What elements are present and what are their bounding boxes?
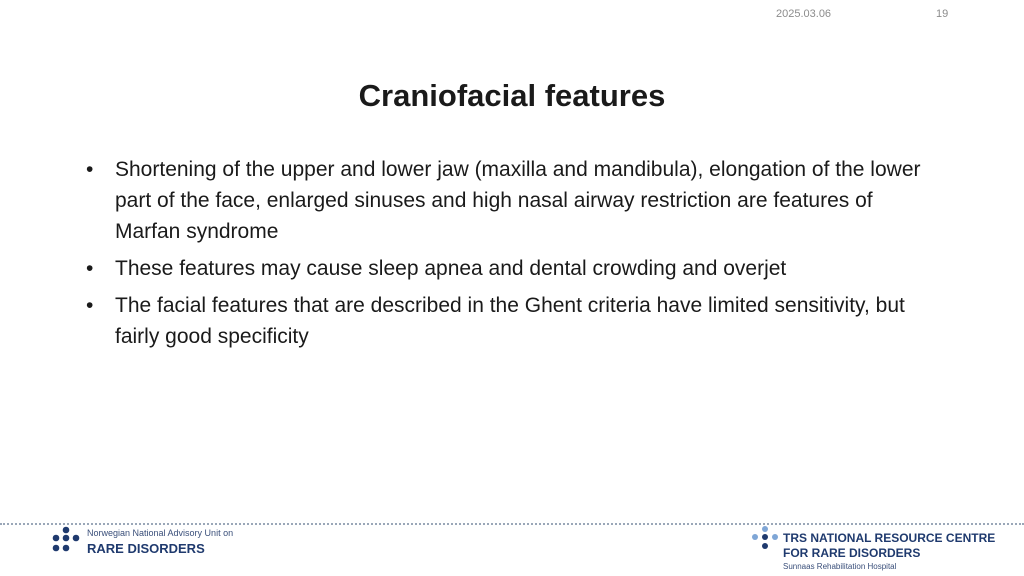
logo-left-subtitle: Norwegian National Advisory Unit on [87,528,234,538]
bullet-item [86,154,936,247]
trs-logo [750,525,1020,571]
logo-left-name: RARE DISORDERS [87,541,205,556]
rare-disorders-logo [50,525,290,561]
dots-cross-icon [50,525,82,557]
logo-right-line3: Sunnaas Rehabilitation Hospital [783,562,897,571]
bullet-list [86,154,936,358]
slide-title: Craniofacial features [358,78,666,113]
bullet-text: Shortening of the upper and lower jaw (maxilla and mandibula), elongation of the lower part of the face, enlarged sinuses and high nasal airway restriction are features of Marfan syndrome [115,158,921,243]
bullet-icon: • [86,158,94,181]
slide-date: 2025.03.06 [776,8,832,20]
bullet-icon: • [86,257,94,280]
bullet-text: The facial features that are described in the Ghent criteria have limited sensitivity, but fairly good specificity [115,294,905,348]
logo-right-line1: TRS NATIONAL RESOURCE CENTRE [783,531,996,545]
logo-right-line2: FOR RARE DISORDERS [783,546,921,560]
bullet-text: These features may cause sleep apnea and dental crowding and overjet [115,257,787,280]
dots-cross-icon [750,525,780,559]
bullet-item [86,253,936,284]
bullet-icon: • [86,294,94,317]
bullet-item [86,290,936,352]
slide-page-number: 19 [936,8,949,20]
